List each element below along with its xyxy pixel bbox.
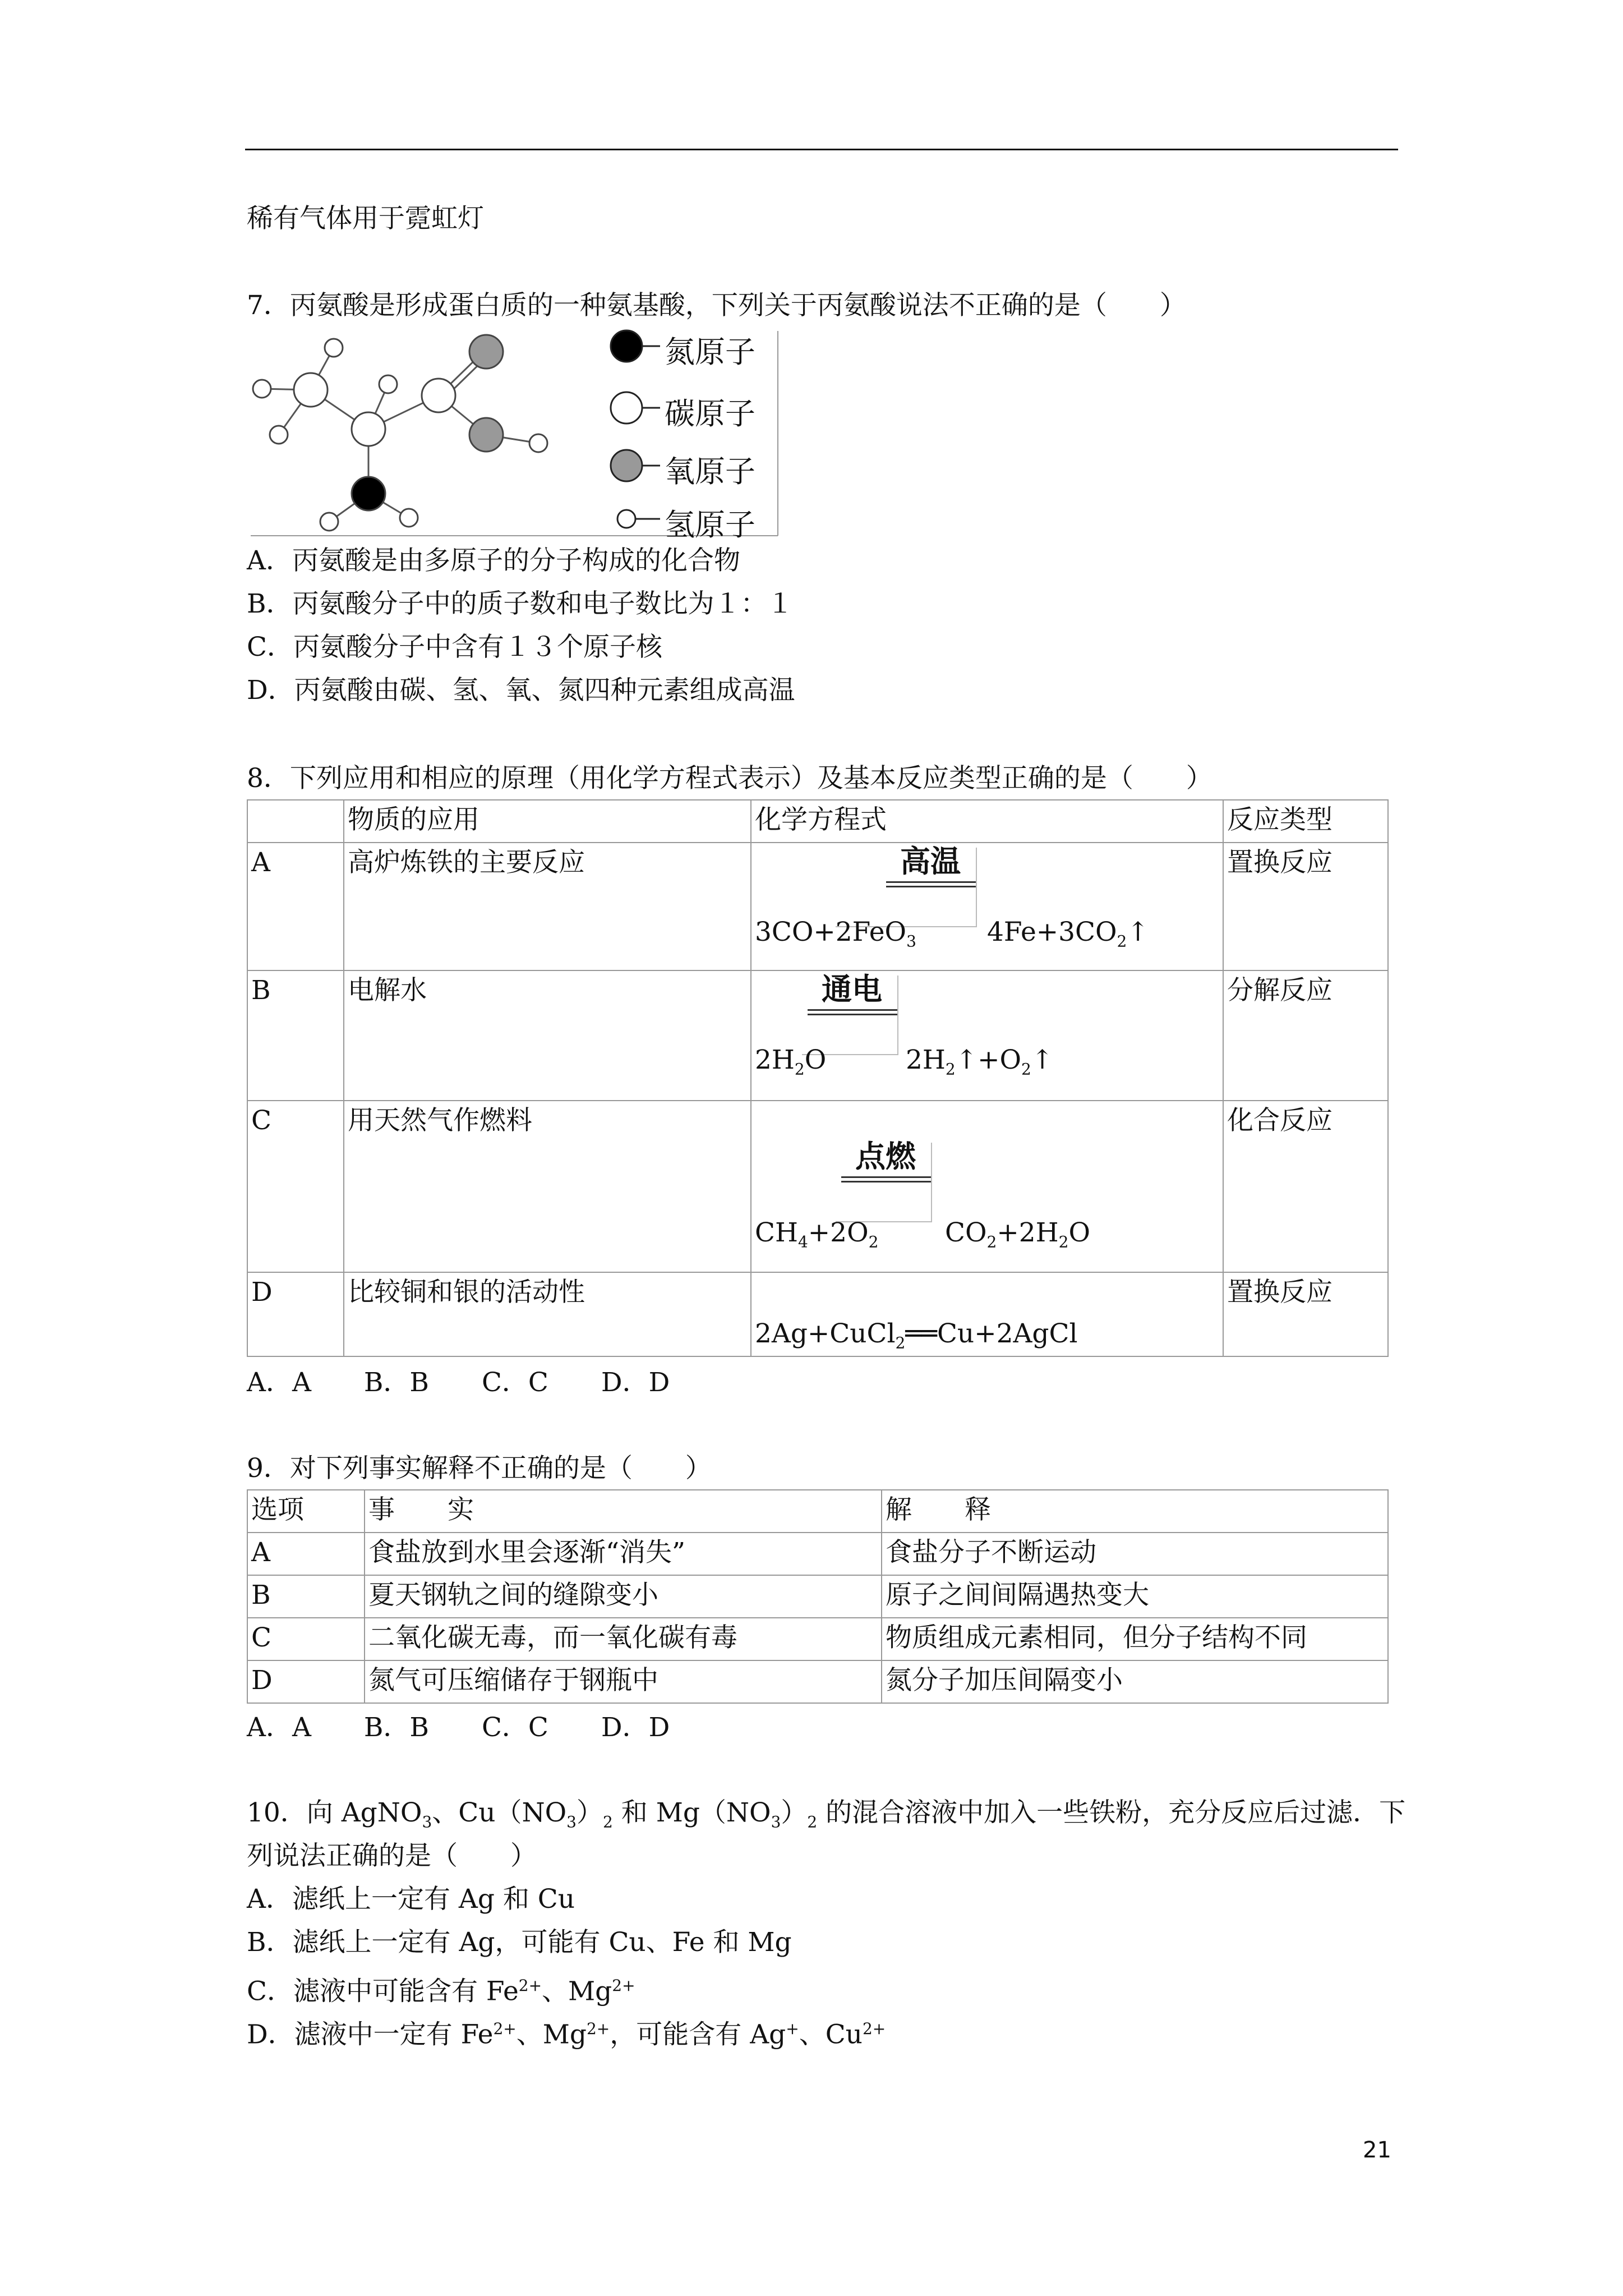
q9-cell: D bbox=[247, 1660, 365, 1703]
q10-option-c: C．滤液中可能含有 $Fe^{2+}$、$Mg^{2+}$ bbox=[247, 1976, 635, 2007]
equation-right: $CO_2+2H_2O$ bbox=[945, 1217, 1090, 1251]
q9-cell: 食盐分子不断运动 bbox=[882, 1533, 1388, 1575]
q9-table bbox=[247, 1489, 1389, 1704]
q9-row-b bbox=[247, 1575, 1388, 1618]
reaction-condition: 通电 bbox=[822, 972, 882, 1007]
q9-cell: A bbox=[247, 1533, 365, 1575]
q9-row-a bbox=[247, 1533, 1388, 1575]
q8-row-label: A bbox=[247, 843, 344, 970]
header-rule bbox=[245, 149, 1398, 150]
q8-row-d bbox=[247, 1272, 1388, 1356]
q8-header-type: 反应类型 bbox=[1223, 800, 1388, 843]
q9-cell: 氮分子加压间隔变小 bbox=[882, 1660, 1388, 1703]
q9-cell: 夏天钢轨之间的缝隙变小 bbox=[365, 1575, 882, 1618]
q8-row-a bbox=[247, 843, 1388, 970]
legend-hydrogen: 氢原子 bbox=[665, 507, 755, 542]
q8-row-type: 置换反应 bbox=[1223, 1272, 1388, 1356]
legend-nitrogen: 氮原子 bbox=[665, 334, 755, 370]
q8-table bbox=[247, 799, 1389, 1357]
q10-stem-line1: 10．向 AgNO$_3$、$Cu(NO_3)_2$ 和 $Mg(NO_3)_2$ 的混合溶液中加入一些铁粉，充分反应后过滤．下 bbox=[247, 1797, 1406, 1832]
equation-left: $CH_4+2O_2$ bbox=[755, 1217, 879, 1251]
equation-left: $2H_2O$ bbox=[755, 1045, 827, 1079]
q8-row-use: 用天然气作燃料 bbox=[344, 1101, 751, 1272]
q8-row-equation bbox=[751, 843, 1223, 970]
q8-row-equation bbox=[751, 1101, 1223, 1272]
q8-row-equation bbox=[751, 970, 1223, 1101]
q9-cell: 原子之间间隔遇热变大 bbox=[882, 1575, 1388, 1618]
q7-stem: 7．丙氨酸是形成蛋白质的一种氨基酸，下列关于丙氨酸说法不正确的是（ ） bbox=[247, 290, 1186, 321]
q10-option-a: A．滤纸上一定有 Ag 和 Cu bbox=[247, 1884, 575, 1915]
q8-row-use: 高炉炼铁的主要反应 bbox=[344, 843, 751, 970]
q8-header-use: 物质的应用 bbox=[344, 800, 751, 843]
page-number: 21 bbox=[1363, 2137, 1391, 2163]
q10-option-d: D．滤液中一定有 $Fe^{2+}$、$Mg^{2+}$，可能含有 Ag+、$Cu^{2+}$ bbox=[247, 2019, 886, 2050]
q8-row-equation bbox=[751, 1272, 1223, 1356]
q8-stem: 8．下列应用和相应的原理（用化学方程式表示）及基本反应类型正确的是（ ） bbox=[247, 763, 1212, 794]
q8-row-type: 化合反应 bbox=[1223, 1101, 1388, 1272]
q8-row-use: 比较铜和银的活动性 bbox=[344, 1272, 751, 1356]
header-line: 稀有气体用于霓虹灯 bbox=[247, 203, 484, 234]
q7-option-b: B．丙氨酸分子中的质子数和电子数比为１：１ bbox=[247, 588, 794, 619]
q8-row-use: 电解水 bbox=[344, 970, 751, 1101]
equation-full: 2Ag+CuCl$_2$══Cu+2AgCl bbox=[755, 1318, 1078, 1352]
q7-option-c: C．丙氨酸分子中含有１３个原子核 bbox=[247, 632, 662, 662]
q8-header-equation: 化学方程式 bbox=[751, 800, 1223, 843]
q9-cell: B bbox=[247, 1575, 365, 1618]
q9-header-fact: 事 实 bbox=[365, 1490, 882, 1533]
q9-header-row bbox=[247, 1490, 1388, 1533]
q8-row-label: D bbox=[247, 1272, 344, 1356]
q9-row-c bbox=[247, 1618, 1388, 1660]
reaction-condition: 高温 bbox=[900, 844, 961, 879]
q9-cell: C bbox=[247, 1618, 365, 1660]
q8-row-type: 置换反应 bbox=[1223, 843, 1388, 970]
q8-row-label: B bbox=[247, 970, 344, 1101]
q8-answers: A．A B．B C．C D．D bbox=[247, 1367, 670, 1398]
q9-cell: 食盐放到水里会逐渐“消失” bbox=[365, 1533, 882, 1575]
q9-row-d bbox=[247, 1660, 1388, 1703]
legend-oxygen: 氧原子 bbox=[665, 454, 755, 489]
equation-left: 3CO+2FeO$_3$ bbox=[755, 917, 916, 951]
q9-header-option: 选项 bbox=[247, 1490, 365, 1533]
equation-right: $4Fe+3CO_2↑$ bbox=[987, 917, 1149, 951]
legend-carbon: 碳原子 bbox=[665, 396, 755, 431]
q9-cell: 物质组成元素相同，但分子结构不同 bbox=[882, 1618, 1388, 1660]
q9-answers: A．A B．B C．C D．D bbox=[247, 1712, 670, 1743]
q8-header-blank bbox=[247, 800, 344, 843]
q9-cell: 二氧化碳无毒，而一氧化碳有毒 bbox=[365, 1618, 882, 1660]
q8-header-row bbox=[247, 800, 1388, 843]
equation-right: $2H_2↑+O_2↑$ bbox=[906, 1045, 1054, 1079]
q8-row-c bbox=[247, 1101, 1388, 1272]
reaction-condition: 点燃 bbox=[855, 1139, 916, 1174]
q8-row-b bbox=[247, 970, 1388, 1101]
q9-header-explanation: 解 释 bbox=[882, 1490, 1388, 1533]
q8-row-label: C bbox=[247, 1101, 344, 1272]
q10-stem-line2: 列说法正确的是（ ） bbox=[247, 1841, 537, 1871]
q10-option-b: B．滤纸上一定有 Ag，可能有 Cu、Fe 和 Mg bbox=[247, 1927, 792, 1958]
q7-option-d: D．丙氨酸由碳、氢、氧、氮四种元素组成高温 bbox=[247, 675, 795, 706]
q8-row-type: 分解反应 bbox=[1223, 970, 1388, 1101]
q9-stem: 9．对下列事实解释不正确的是（ ） bbox=[247, 1453, 712, 1484]
q9-cell: 氮气可压缩储存于钢瓶中 bbox=[365, 1660, 882, 1703]
q7-option-a: A．丙氨酸是由多原子的分子构成的化合物 bbox=[247, 545, 740, 576]
